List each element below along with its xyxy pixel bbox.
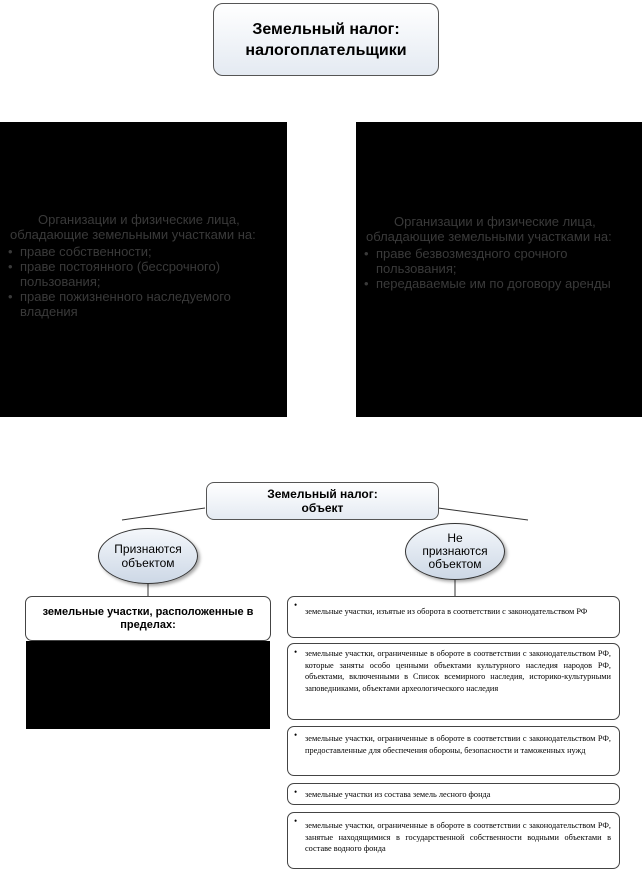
exclusion-item: • земельные участки, ограниченные в обороте в соответствии с законодательством РФ, занятые находящимися в государственной собственности водными объектами в составе водного фонда xyxy=(287,812,620,869)
connector-left xyxy=(122,508,205,520)
not-recognized-line1: Не xyxy=(447,531,463,545)
exclusion-item: • земельные участки, изъятые из оборота в соответствии с законодательством РФ xyxy=(287,596,620,638)
recognized-box-text: земельные участки, расположенные в пределах: xyxy=(42,605,254,631)
taxpayers-title-box xyxy=(213,3,439,76)
taxpayers-left-list xyxy=(10,244,279,319)
exclusion-item: • земельные участки, ограниченные в обороте в соответствии с законодательством РФ, предоставленные для обеспечения обороны, безопасности и таможенных нужд xyxy=(287,726,620,776)
recognized-content-box xyxy=(26,641,270,729)
taxpayers-right-item: • праве безвозмездного срочного пользования; xyxy=(376,246,634,276)
taxpayers-right-box xyxy=(356,122,642,417)
taxpayers-left-box xyxy=(0,122,287,417)
recognized-circle xyxy=(98,528,198,584)
taxpayers-right-list xyxy=(366,246,634,291)
exclusion-item: • земельные участки, ограниченные в обороте в соответствии с законодательством РФ, которые заняты особо ценными объектами культурного наследия народов РФ, объектами, включенными в Список всемирного наследия, историко-культурными заповедниками, объектами археологического наследия xyxy=(287,643,620,720)
object-title-line1: Земельный налог: xyxy=(267,487,378,501)
taxpayers-title-line2: налогоплательщики xyxy=(245,41,407,59)
object-title-line2: объект xyxy=(301,501,344,515)
taxpayers-left-intro: Организации и физические лица, обладающие земельными участками на: xyxy=(10,212,256,242)
taxpayers-right-item: • передаваемые им по договору аренды xyxy=(376,276,634,291)
not-recognized-line3: объектом xyxy=(428,557,482,571)
connector-right xyxy=(438,508,528,520)
recognized-line1: Признаются xyxy=(114,542,182,556)
taxpayers-left-item: • праве постоянного (бессрочного) пользования; xyxy=(20,259,279,289)
taxpayers-left-item: • праве пожизненного наследуемого владения xyxy=(20,289,279,319)
not-recognized-line2: признаются xyxy=(422,544,488,558)
not-recognized-circle xyxy=(405,523,505,580)
object-title-box xyxy=(206,482,439,520)
taxpayers-title-line1: Земельный налог: xyxy=(252,20,400,38)
taxpayers-right-intro: Организации и физические лица, обладающие земельными участками на: xyxy=(366,214,612,244)
recognized-line2: объектом xyxy=(121,556,175,570)
taxpayers-left-item: • праве собственности; xyxy=(20,244,279,259)
exclusion-item: • земельные участки из состава земель лесного фонда xyxy=(287,783,620,805)
recognized-box xyxy=(25,596,271,641)
